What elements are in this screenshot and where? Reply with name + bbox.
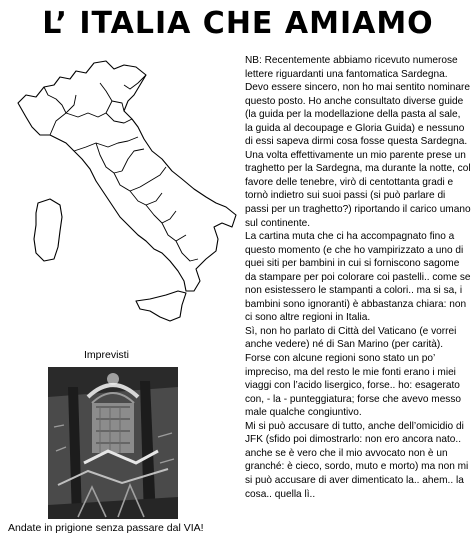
article-text (245, 54, 471, 501)
paragraph-regioni: Forse con alcune regioni sono stato un po’ impreciso, ma del resto le mie fonti erano i miei viaggi con l’acido lisergico, forse.. ho: esagerato con, - la - punteggiatura; forse che avevo messo male qualche congiuntivo. (245, 353, 462, 419)
sardinia-outline (34, 199, 62, 261)
page-title: L’ ITALIA CHE AMIAMO (42, 6, 434, 41)
image-caption: Andate in prigione senza passare dal VIA! (8, 522, 204, 534)
paragraph-accuse: Mi si può accusare di tutto, anche dell’omicidio di JFK (sfido poi dimostrarlo: non ero ancora nato.. anche se è vero che il mio avvocato non è un granché: è cieco, sordo, muto e morto) ma non mi si può accusare di aver dimenticato la.. ahem.. la cosa.. quella lì.. (245, 420, 469, 500)
italy-outline-map (10, 55, 242, 340)
map-caption: Imprevisti (84, 349, 129, 361)
paragraph-cartina: La cartina muta che ci ha accompagnato fino a questo momento (e che ho vampirizzato a uno di quei siti per bambini in cui si forniscono sagome da stampare per poi colorare coi pastelli.. come se non esistessero le stampanti a colori.. ma si sa, i bambini sono ignoranti) è abbastanza chiara: non ci sono altre regioni in Italia. (245, 231, 471, 324)
sicily-outline (136, 291, 186, 321)
paragraph-sardegna: NB: Recentemente abbiamo ricevuto numerose lettere riguardanti una fantomatica Sardegna. Devo essere sincero, non ho mai sentito nominare questo posto. Ho anche consultato diverse guide (la guida per la modellazione della pasta al sale, la guida al decoupage e Gloria Guida) e nessuno di essi sapeva dirmi cosa fosse questa Sardegna. Una volta effettivamente un mio parente prese un traghetto per la Sardegna, ma durante la notte, col favore delle tenebre, virò di centottanta gradi e tornò indietro sui suoi passi (si può parlare di passi per un traghetto?) riportando il carico umano sul continente. (245, 55, 471, 229)
paragraph-vaticano: Sì, non ho parlato di Città del Vaticano (e vorrei anche vedere) né di San Marino (per carità). (245, 325, 457, 351)
prison-etching-image (48, 367, 178, 519)
